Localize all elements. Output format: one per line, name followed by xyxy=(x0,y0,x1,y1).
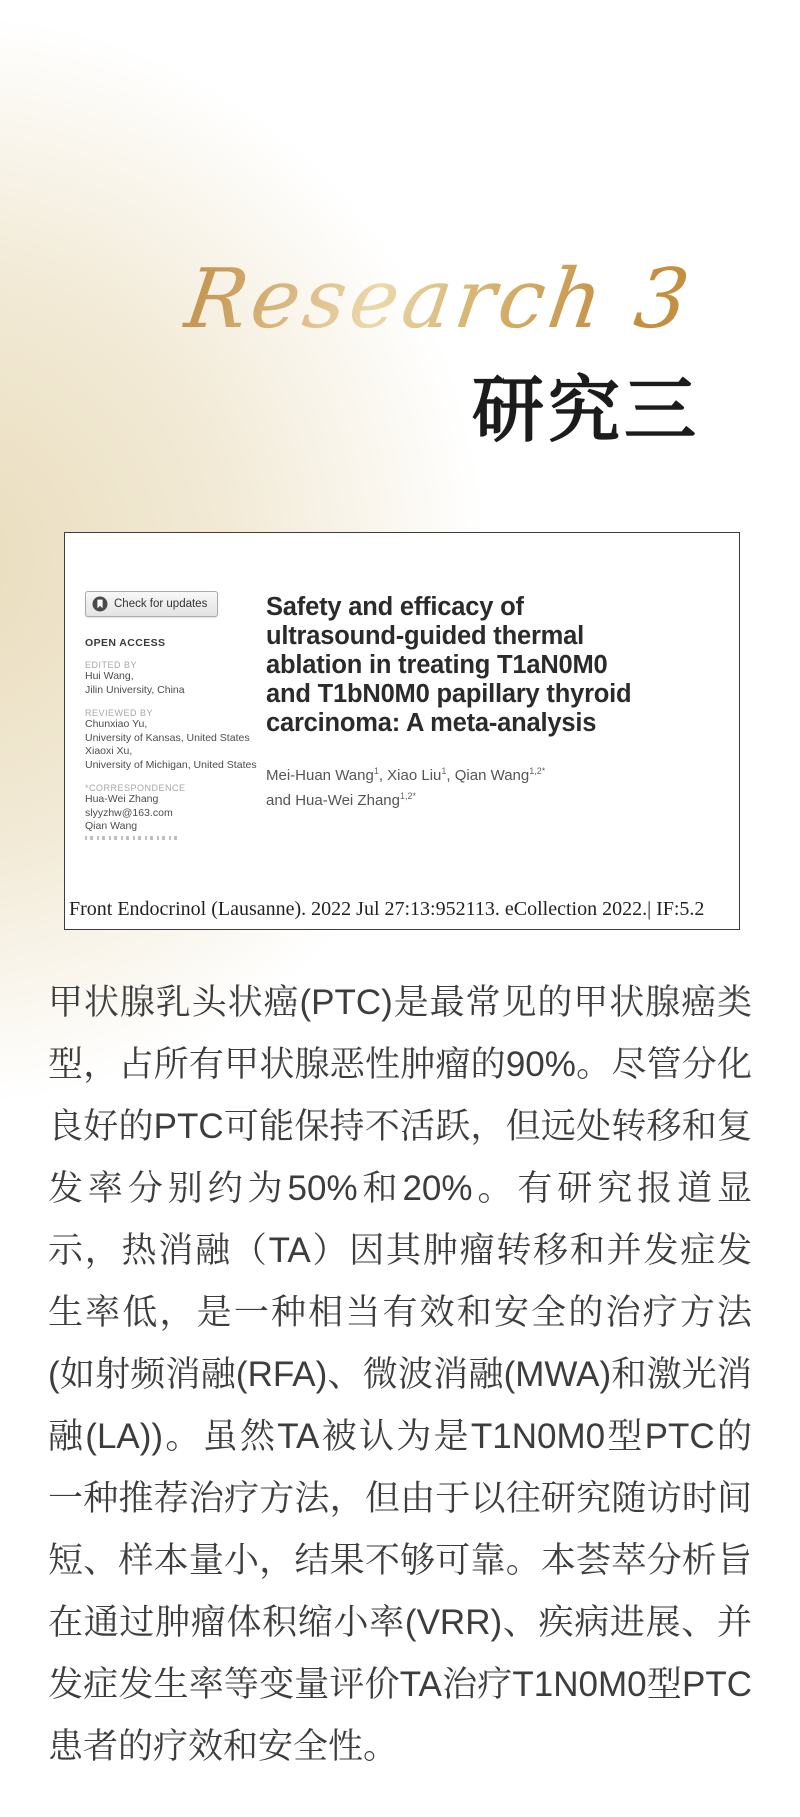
open-access-label: OPEN ACCESS xyxy=(85,637,166,649)
paragraph-line: 示，热消融（TA）因其肿瘤转移和并发症发 xyxy=(48,1231,752,1270)
paragraph-line: 发症发生率等变量评价TA治疗T1N0M0型PTC xyxy=(48,1665,752,1704)
journal-citation: Front Endocrinol (Lausanne). 2022 Jul 27:13:952113. eCollection 2022.| IF:5.2 xyxy=(69,898,705,920)
reviewer-name: Chunxiao Yu, xyxy=(85,718,148,730)
paragraph-line: 一种推荐治疗方法，但由于以往研究随访时间 xyxy=(48,1479,752,1518)
paragraph-line: (如射频消融(RFA)、微波消融(MWA)和激光消 xyxy=(48,1355,752,1394)
edited-by-name: Hui Wang, xyxy=(85,670,134,682)
paper-title-column xyxy=(266,593,736,811)
paper-title-line: ablation in treating T1aN0M0 xyxy=(266,651,608,679)
paragraph-line: 融(LA))。虽然TA被认为是T1N0M0型PTC的 xyxy=(48,1417,752,1456)
edited-by-label: EDITED BY xyxy=(85,660,138,670)
crossmark-bookmark-icon xyxy=(92,596,108,612)
section-script-title: Research 3 xyxy=(179,252,699,347)
reviewer-affiliation: University of Michigan, United States xyxy=(85,758,257,771)
correspondence-email: slyyzhw@163.com xyxy=(85,806,173,819)
reviewer-name: Xiaoxi Xu, xyxy=(85,745,133,757)
paper-title xyxy=(266,593,736,738)
paragraph-line: 患者的疗效和安全性。 xyxy=(48,1727,399,1766)
authors-line: and Hua-Wei Zhang$^{1,2*}$ xyxy=(266,791,416,809)
paragraph-line: 良好的PTC可能保持不活跃，但远处转移和复 xyxy=(48,1107,752,1146)
paper-card xyxy=(64,532,740,930)
reviewed-by-label: REVIEWED BY xyxy=(85,708,154,718)
paragraph-line: 型，占所有甲状腺恶性肿瘤的90%。尽管分化 xyxy=(48,1045,752,1084)
paper-authors xyxy=(266,761,736,811)
paper-title-line: carcinoma: A meta-analysis xyxy=(266,709,597,737)
check-for-updates-label: Check for updates xyxy=(114,598,208,610)
paragraph-line: 生率低，是一种相当有效和安全的治疗方法 xyxy=(48,1293,752,1332)
correspondence-label: *CORRESPONDENCE xyxy=(85,783,186,793)
edited-by-affiliation: Jilin University, China xyxy=(85,683,185,696)
paragraph-line: 甲状腺乳头状癌(PTC)是最常见的甲状腺癌类 xyxy=(48,983,752,1022)
paper-title-line: and T1bN0M0 papillary thyroid xyxy=(266,680,632,708)
paragraph-line: 发率分别约为50%和20%。有研究报道显 xyxy=(48,1169,752,1208)
clipped-text-line xyxy=(85,836,181,840)
reviewer-affiliation: University of Kansas, United States xyxy=(85,731,250,744)
summary-paragraph xyxy=(48,972,752,1778)
authors-line: Mei-Huan Wang$^1$, Xiao Liu$^1$, Qian Wang$^{1,2*}$ xyxy=(266,766,546,784)
section-cn-title: 研究三 xyxy=(471,371,700,451)
paper-meta-column xyxy=(85,591,265,840)
check-for-updates-button[interactable] xyxy=(85,591,218,617)
correspondence-name: Hua-Wei Zhang xyxy=(85,793,159,805)
correspondence-name: Qian Wang xyxy=(85,820,138,832)
paragraph-line: 在通过肿瘤体积缩小率(VRR)、疾病进展、并 xyxy=(48,1603,752,1642)
paragraph-line: 短、样本量小，结果不够可靠。本荟萃分析旨 xyxy=(48,1541,752,1580)
paper-title-line: Safety and efficacy of xyxy=(266,593,524,621)
paper-title-line: ultrasound-guided thermal xyxy=(266,622,585,650)
